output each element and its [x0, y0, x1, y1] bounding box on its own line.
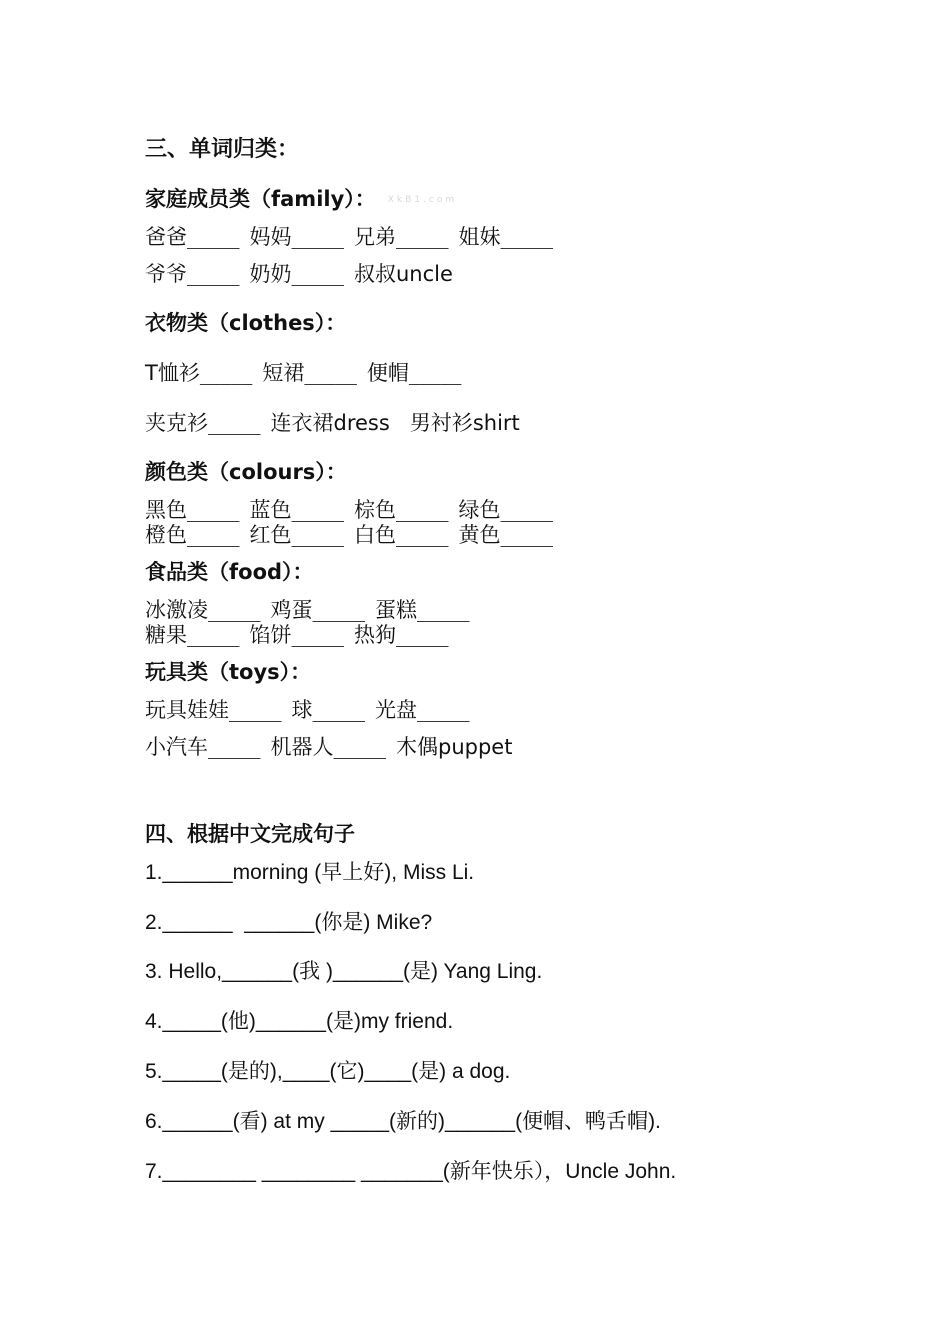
sentence-text: )____( — [357, 1060, 419, 1083]
sentence-hint: 他 — [227, 1009, 249, 1033]
colour-item: 绿色_____ — [458, 498, 553, 522]
sentence-3 — [145, 958, 542, 985]
sentence-5 — [145, 1058, 510, 1085]
food-item: 糖果_____ — [145, 623, 240, 647]
sentence-text: 6.______( — [145, 1110, 240, 1133]
toys-row-2 — [145, 734, 512, 760]
food-heading-cn: 食品类（ — [145, 560, 229, 584]
family-item: 兄弟_____ — [354, 225, 449, 249]
food-heading-en: food — [229, 560, 283, 584]
family-item: 姐妹_____ — [458, 225, 553, 249]
sentence-text: 3. Hello,______( — [145, 960, 300, 983]
sentence-text: 4._____( — [145, 1010, 228, 1033]
sentence-hint: 便帽、鸭舌帽 — [522, 1109, 649, 1133]
sentence-text: )______( — [248, 1010, 333, 1033]
food-item: 冰激凌_____ — [145, 598, 261, 622]
food-item: 蛋糕_____ — [375, 598, 470, 622]
toy-item: 光盘_____ — [375, 698, 470, 722]
sentence-text: ), Miss Li. — [384, 861, 475, 884]
toys-heading-end: ）： — [279, 660, 312, 684]
sentence-hint: 是的 — [227, 1059, 270, 1083]
sentence-text: ) at my _____( — [260, 1110, 396, 1133]
toys-heading-cn: 玩具类（ — [145, 660, 229, 684]
clothes-answer: shirt — [472, 411, 520, 435]
colours-heading — [145, 459, 347, 485]
family-item: 爸爸_____ — [145, 225, 240, 249]
clothes-row-2 — [145, 410, 520, 436]
section3-title: 三、单词归类： — [145, 137, 300, 162]
sentence-text: )my friend. — [353, 1010, 454, 1033]
colour-item: 白色_____ — [354, 523, 449, 547]
family-item: 爷爷_____ — [145, 262, 240, 286]
clothes-item: 短裙_____ — [262, 361, 357, 385]
sentence-text: ),____( — [269, 1060, 337, 1083]
sentence-4 — [145, 1008, 453, 1035]
family-item: 妈妈_____ — [249, 225, 344, 249]
food-item: 鸡蛋_____ — [270, 598, 365, 622]
toys-heading-en: toys — [229, 660, 280, 684]
sentence-text: ) Mike? — [363, 911, 433, 934]
sentence-hint: 我 — [299, 959, 321, 983]
clothes-item: 恤衫_____ — [157, 361, 253, 385]
food-row-1 — [145, 597, 470, 623]
clothes-item: 夹克衫_____ — [145, 411, 261, 435]
sentence-text: 5._____( — [145, 1060, 228, 1083]
sentence-hint: 是 — [418, 1059, 440, 1083]
section4-title: 四、根据中文完成句子 — [145, 822, 355, 846]
sentence-text: )______( — [320, 960, 411, 983]
sentence-hint: 它 — [336, 1059, 358, 1083]
clothes-item: 男衬衫 — [409, 411, 473, 435]
toy-item: 玩具娃娃_____ — [145, 698, 282, 722]
clothes-t-letter: T — [145, 361, 158, 385]
clothes-row-1 — [145, 360, 461, 386]
family-item: 叔叔 — [354, 262, 396, 286]
family-heading — [145, 186, 457, 213]
sentence-hint: 是 — [332, 1009, 354, 1033]
food-item: 热狗_____ — [354, 623, 449, 647]
clothes-heading-cn: 衣物类（ — [145, 311, 229, 335]
family-row-2 — [145, 261, 453, 287]
family-answer: uncle — [396, 262, 453, 286]
family-heading-en: family — [271, 187, 345, 211]
food-heading-end: ）： — [282, 560, 314, 584]
sentence-text: ），Uncle John. — [533, 1160, 677, 1183]
food-row-2 — [145, 622, 449, 648]
family-heading-cn: 家庭成员类（ — [145, 187, 271, 211]
colour-item: 橙色_____ — [145, 523, 240, 547]
sentence-text: 2.______ ______( — [145, 911, 322, 934]
toy-answer: puppet — [438, 735, 513, 759]
watermark-text: XkB1.com — [387, 195, 458, 205]
sentence-1 — [145, 859, 474, 886]
family-item: 奶奶_____ — [249, 262, 344, 286]
sentence-text: ) Yang Ling. — [431, 960, 543, 983]
toy-item: 小汽车_____ — [145, 735, 261, 759]
sentence-text: ) a dog. — [439, 1060, 511, 1083]
sentence-hint: 新的 — [396, 1109, 438, 1133]
sentence-7 — [145, 1158, 676, 1185]
colour-item: 蓝色_____ — [249, 498, 344, 522]
sentence-text: 1.______morning ( — [145, 861, 322, 884]
toy-item: 木偶 — [396, 735, 438, 759]
colours-row-1 — [145, 497, 553, 523]
sentence-6 — [145, 1108, 661, 1135]
toys-heading — [145, 659, 311, 685]
colours-heading-en: colours — [229, 460, 316, 484]
clothes-heading-end: ）： — [314, 311, 347, 335]
clothes-item: 连衣裙 — [270, 411, 334, 435]
colour-item: 棕色_____ — [354, 498, 449, 522]
sentence-text: ). — [648, 1110, 661, 1133]
clothes-answer: dress — [333, 411, 390, 435]
colour-item: 黄色_____ — [458, 523, 553, 547]
sentence-hint: 看 — [239, 1109, 261, 1133]
sentence-hint: 新年快乐 — [449, 1159, 534, 1183]
toy-item: 球_____ — [291, 698, 365, 722]
sentence-text: )______( — [438, 1110, 523, 1133]
clothes-item: 便帽_____ — [366, 361, 462, 385]
colour-item: 红色_____ — [249, 523, 344, 547]
sentence-hint: 是 — [410, 959, 432, 983]
food-item: 馅饼_____ — [249, 623, 344, 647]
colours-heading-end: ）： — [315, 460, 347, 484]
toys-row-1 — [145, 697, 470, 723]
sentence-2 — [145, 909, 432, 936]
clothes-heading — [145, 310, 346, 336]
colours-row-2 — [145, 522, 553, 548]
family-heading-end: ）： — [344, 187, 376, 211]
clothes-heading-en: clothes — [229, 311, 315, 335]
toy-item: 机器人_____ — [270, 735, 386, 759]
sentence-hint: 早上好 — [321, 860, 385, 884]
colour-item: 黑色_____ — [145, 498, 240, 522]
colours-heading-cn: 颜色类（ — [145, 460, 229, 484]
sentence-text: 7.________ ________ _______( — [145, 1160, 450, 1183]
family-row-1 — [145, 224, 553, 250]
food-heading — [145, 559, 314, 585]
sentence-hint: 你是 — [321, 910, 364, 934]
